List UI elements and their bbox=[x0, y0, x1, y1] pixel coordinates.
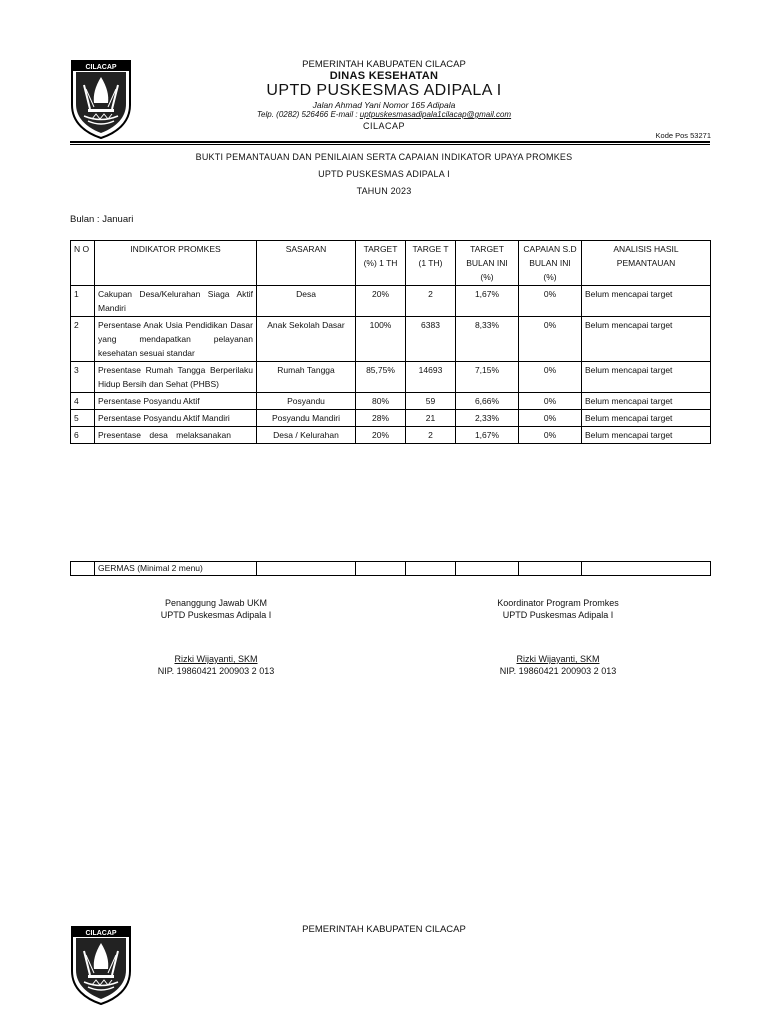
header-rule-thick bbox=[70, 141, 710, 143]
col-header-target-th: TARGE T (1 TH) bbox=[406, 241, 456, 286]
row-indikator: Presentase Rumah Tangga Berperilaku Hidup Bersih dan Sehat (PHBS) bbox=[95, 362, 257, 393]
row-target-bulan: 7,15% bbox=[456, 362, 519, 393]
row-sasaran: Posyandu bbox=[257, 393, 356, 410]
row-sasaran: Posyandu Mandiri bbox=[257, 410, 356, 427]
phone-label: Telp. (0282) 526466 E-mail : bbox=[256, 110, 360, 119]
row-sasaran: Anak Sekolah Dasar bbox=[257, 317, 356, 362]
email-link[interactable]: uptpuskesmasadipala1cilacap@gmail.com bbox=[359, 110, 512, 119]
row-target-th: 59 bbox=[406, 393, 456, 410]
row-target-th: 6383 bbox=[406, 317, 456, 362]
signature-name: Rizki Wijayanti, SKM bbox=[516, 654, 600, 664]
germas-empty-cell bbox=[356, 562, 406, 576]
row-capaian: 0% bbox=[519, 362, 582, 393]
row-indikator: Persentase Posyandu Aktif Mandiri bbox=[95, 410, 257, 427]
col-header-analisis: ANALISIS HASIL PEMANTAUAN bbox=[582, 241, 711, 286]
signature-left bbox=[96, 598, 336, 676]
city: CILACAP bbox=[362, 121, 405, 131]
signature-name: Rizki Wijayanti, SKM bbox=[174, 654, 258, 664]
row-target-bulan: 2,33% bbox=[456, 410, 519, 427]
germas-no-cell bbox=[71, 562, 95, 576]
row-sasaran: Rumah Tangga bbox=[257, 362, 356, 393]
row-no: 4 bbox=[71, 393, 95, 410]
row-analisis: Belum mencapai target bbox=[582, 286, 711, 317]
row-no: 1 bbox=[71, 286, 95, 317]
table-row bbox=[71, 393, 711, 410]
row-target-bulan: 6,66% bbox=[456, 393, 519, 410]
row-capaian: 0% bbox=[519, 410, 582, 427]
row-target-th: 2 bbox=[406, 427, 456, 444]
row-target-pct: 80% bbox=[356, 393, 406, 410]
cilacap-emblem-logo-next bbox=[70, 925, 132, 1005]
signature-role: Koordinator Program Promkes bbox=[497, 598, 619, 608]
signature-nip: NIP. 19860421 200903 2 013 bbox=[157, 666, 275, 676]
row-indikator: Persentase Anak Usia Pendidikan Dasar yang mendapatkan pelayanan kesehatan sesuai standar bbox=[95, 317, 257, 362]
row-capaian: 0% bbox=[519, 393, 582, 410]
row-indikator: Persentase Posyandu Aktif bbox=[95, 393, 257, 410]
germas-table bbox=[70, 561, 711, 576]
row-analisis: Belum mencapai target bbox=[582, 393, 711, 410]
row-indikator: Cakupan Desa/Kelurahan Siaga Aktif Mandiri bbox=[95, 286, 257, 317]
document-subtitle: UPTD PUSKESMAS ADIPALA I bbox=[318, 169, 450, 179]
germas-empty-cell bbox=[519, 562, 582, 576]
row-analisis: Belum mencapai target bbox=[582, 317, 711, 362]
signature-nip: NIP. 19860421 200903 2 013 bbox=[499, 666, 617, 676]
row-no: 3 bbox=[71, 362, 95, 393]
emblem-label: CILACAP bbox=[85, 64, 117, 71]
row-no: 5 bbox=[71, 410, 95, 427]
row-sasaran: Desa / Kelurahan bbox=[257, 427, 356, 444]
row-indikator: Presentase desa melaksanakan bbox=[95, 427, 257, 444]
row-target-th: 14693 bbox=[406, 362, 456, 393]
indicator-table bbox=[70, 240, 711, 444]
row-analisis: Belum mencapai target bbox=[582, 362, 711, 393]
signature-org: UPTD Puskesmas Adipala I bbox=[502, 610, 614, 620]
col-header-indikator: INDIKATOR PROMKES bbox=[95, 241, 257, 286]
col-header-target-pct: TARGET (%) 1 TH bbox=[356, 241, 406, 286]
row-target-pct: 100% bbox=[356, 317, 406, 362]
germas-empty-cell bbox=[406, 562, 456, 576]
signature-role: Penanggung Jawab UKM bbox=[164, 598, 268, 608]
signature-right bbox=[438, 598, 678, 676]
next-page-government-name: PEMERINTAH KABUPATEN CILACAP bbox=[302, 924, 466, 935]
department-name: DINAS KESEHATAN bbox=[329, 70, 439, 82]
document-year: TAHUN 2023 bbox=[356, 186, 412, 196]
table-row bbox=[71, 410, 711, 427]
row-target-pct: 20% bbox=[356, 427, 406, 444]
table-row bbox=[71, 427, 711, 444]
row-target-bulan: 1,67% bbox=[456, 286, 519, 317]
germas-indikator: GERMAS (Minimal 2 menu) bbox=[95, 562, 257, 576]
emblem-label: CILACAP bbox=[85, 930, 117, 937]
institution-name: UPTD PUSKESMAS ADIPALA I bbox=[266, 82, 502, 99]
row-capaian: 0% bbox=[519, 317, 582, 362]
table-row bbox=[71, 286, 711, 317]
row-target-pct: 20% bbox=[356, 286, 406, 317]
document-title: BUKTI PEMANTAUAN DAN PENILAIAN SERTA CAPAIAN INDIKATOR UPAYA PROMKES bbox=[195, 152, 573, 162]
col-header-capaian: CAPAIAN S.D BULAN INI (%) bbox=[519, 241, 582, 286]
row-sasaran: Desa bbox=[257, 286, 356, 317]
table-row bbox=[71, 362, 711, 393]
month-label: Bulan : Januari bbox=[70, 214, 134, 225]
table-row bbox=[71, 317, 711, 362]
government-name: PEMERINTAH KABUPATEN CILACAP bbox=[302, 59, 466, 70]
row-target-th: 2 bbox=[406, 286, 456, 317]
row-capaian: 0% bbox=[519, 427, 582, 444]
germas-empty-cell bbox=[582, 562, 711, 576]
row-target-bulan: 8,33% bbox=[456, 317, 519, 362]
row-analisis: Belum mencapai target bbox=[582, 410, 711, 427]
postal-code: Kode Pos 53271 bbox=[655, 131, 711, 140]
col-header-no: N O bbox=[71, 241, 95, 286]
row-no: 2 bbox=[71, 317, 95, 362]
germas-empty-cell bbox=[456, 562, 519, 576]
row-no: 6 bbox=[71, 427, 95, 444]
table-header-row bbox=[71, 241, 711, 286]
header-rule-thin bbox=[70, 144, 710, 145]
col-header-target-bulan: TARGET BULAN INI (%) bbox=[456, 241, 519, 286]
row-analisis: Belum mencapai target bbox=[582, 427, 711, 444]
row-target-th: 21 bbox=[406, 410, 456, 427]
row-target-pct: 28% bbox=[356, 410, 406, 427]
signature-org: UPTD Puskesmas Adipala I bbox=[160, 610, 272, 620]
row-target-pct: 85,75% bbox=[356, 362, 406, 393]
col-header-sasaran: SASARAN bbox=[257, 241, 356, 286]
address: Jalan Ahmad Yani Nomor 165 Adipala bbox=[312, 100, 456, 110]
row-capaian: 0% bbox=[519, 286, 582, 317]
table-row bbox=[71, 562, 711, 576]
row-target-bulan: 1,67% bbox=[456, 427, 519, 444]
germas-empty-cell bbox=[257, 562, 356, 576]
contact-line bbox=[0, 110, 768, 119]
